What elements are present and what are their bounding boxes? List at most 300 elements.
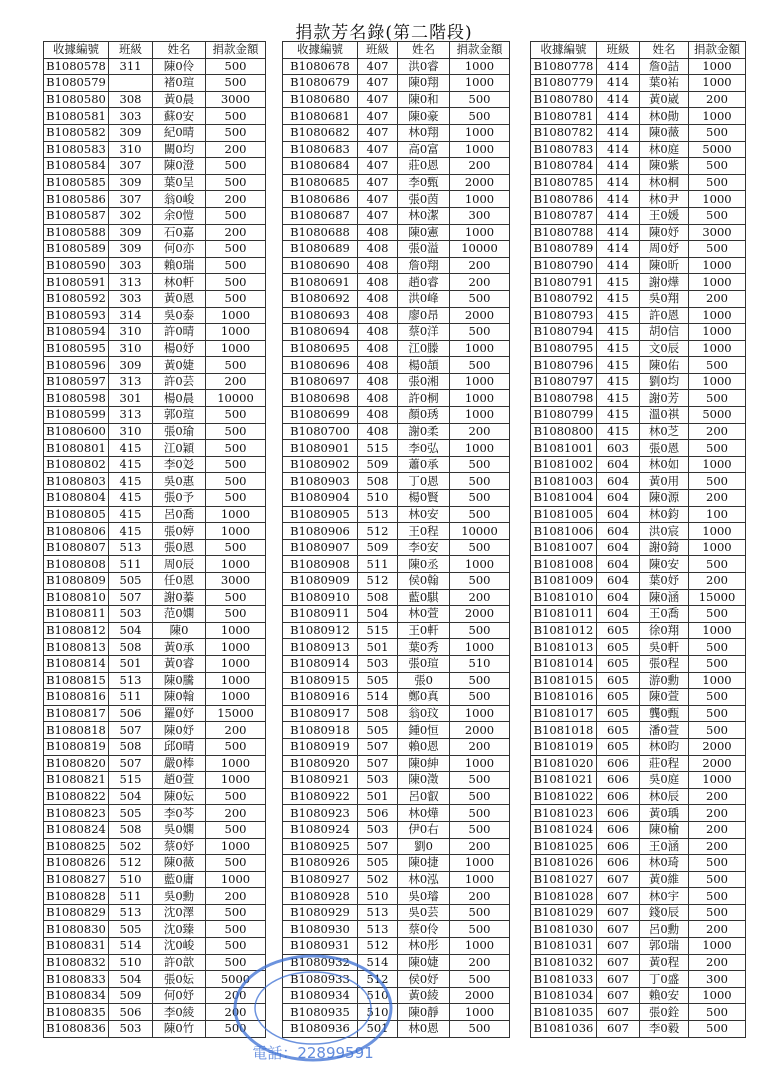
- class-cell: 503: [358, 772, 398, 789]
- amount-cell: 1000: [450, 390, 510, 407]
- name-cell: 陳0竹: [153, 1021, 206, 1038]
- amount-cell: 1000: [689, 257, 746, 274]
- amount-cell: 1000: [450, 373, 510, 390]
- receipt-no-cell: B1080692: [283, 290, 358, 307]
- class-cell: 514: [358, 689, 398, 706]
- name-cell: 沈0臻: [153, 921, 206, 938]
- name-cell: 羅0妤: [153, 705, 206, 722]
- table-row: [531, 573, 746, 590]
- name-cell: 嚴0棒: [153, 755, 206, 772]
- table-row: [44, 589, 266, 606]
- amount-cell: 1000: [689, 324, 746, 341]
- table-row: [531, 904, 746, 921]
- amount-cell: 500: [689, 473, 746, 490]
- table-row: [44, 224, 266, 241]
- receipt-no-cell: B1080788: [531, 224, 597, 241]
- class-cell: 505: [358, 855, 398, 872]
- table-row: [531, 772, 746, 789]
- class-cell: 605: [597, 655, 640, 672]
- table-row: [283, 639, 510, 656]
- header-class: 班級: [109, 42, 153, 59]
- table-row: [283, 191, 510, 208]
- table-row: [283, 124, 510, 141]
- receipt-no-cell: B1080698: [283, 390, 358, 407]
- name-cell: 丁0盛: [640, 971, 689, 988]
- class-cell: 414: [597, 141, 640, 158]
- amount-cell: 1000: [206, 307, 266, 324]
- name-cell: 郭0瑞: [640, 938, 689, 955]
- class-cell: 414: [597, 174, 640, 191]
- amount-cell: 500: [689, 207, 746, 224]
- receipt-no-cell: B1080805: [44, 506, 109, 523]
- amount-cell: 300: [689, 971, 746, 988]
- class-cell: 605: [597, 689, 640, 706]
- table-row: [283, 257, 510, 274]
- name-cell: 趙0萱: [153, 772, 206, 789]
- class-cell: 502: [358, 871, 398, 888]
- table-row: [283, 224, 510, 241]
- table-row: [283, 689, 510, 706]
- amount-cell: 200: [206, 805, 266, 822]
- receipt-no-cell: B1080599: [44, 407, 109, 424]
- amount-cell: 200: [206, 888, 266, 905]
- table-row: [44, 788, 266, 805]
- amount-cell: 1000: [206, 871, 266, 888]
- receipt-no-cell: B1080914: [283, 655, 358, 672]
- table-row: [531, 987, 746, 1004]
- name-cell: 顏0琇: [398, 407, 450, 424]
- table-row: [44, 357, 266, 374]
- class-cell: 408: [358, 241, 398, 258]
- table-row: [283, 805, 510, 822]
- amount-cell: 1000: [450, 191, 510, 208]
- table-row: [283, 888, 510, 905]
- class-cell: 606: [597, 788, 640, 805]
- amount-cell: 500: [206, 938, 266, 955]
- amount-cell: 1000: [206, 639, 266, 656]
- amount-cell: 3000: [689, 224, 746, 241]
- class-cell: 510: [358, 987, 398, 1004]
- class-cell: 508: [109, 821, 153, 838]
- receipt-no-cell: B1080831: [44, 938, 109, 955]
- table-row: [44, 75, 266, 92]
- receipt-no-cell: B1080688: [283, 224, 358, 241]
- class-cell: 507: [109, 589, 153, 606]
- receipt-no-cell: B1080809: [44, 573, 109, 590]
- class-cell: 505: [358, 722, 398, 739]
- class-cell: 512: [358, 573, 398, 590]
- name-cell: 郭0瑄: [153, 407, 206, 424]
- class-cell: 508: [109, 639, 153, 656]
- receipt-no-cell: B1080810: [44, 589, 109, 606]
- receipt-no-cell: B1081035: [531, 1004, 597, 1021]
- receipt-no-cell: B1080683: [283, 141, 358, 158]
- table-row: [283, 772, 510, 789]
- receipt-no-cell: B1080781: [531, 108, 597, 125]
- class-cell: 503: [358, 821, 398, 838]
- name-cell: 黃0晨: [153, 91, 206, 108]
- class-cell: 407: [358, 141, 398, 158]
- class-cell: 510: [358, 490, 398, 507]
- amount-cell: 500: [450, 622, 510, 639]
- table-row: [283, 855, 510, 872]
- name-cell: 陳0薇: [640, 124, 689, 141]
- receipt-no-cell: B1080823: [44, 805, 109, 822]
- name-cell: 黃0程: [640, 954, 689, 971]
- receipt-no-cell: B1080906: [283, 523, 358, 540]
- receipt-no-cell: B1080834: [44, 987, 109, 1004]
- receipt-no-cell: B1080579: [44, 75, 109, 92]
- table-row: [531, 456, 746, 473]
- amount-cell: 2000: [450, 722, 510, 739]
- amount-cell: 15000: [206, 705, 266, 722]
- amount-cell: 1000: [689, 274, 746, 291]
- name-cell: 蔡0伶: [398, 921, 450, 938]
- table-row: [531, 888, 746, 905]
- name-cell: 錢0辰: [640, 904, 689, 921]
- name-cell: 黃0承: [153, 639, 206, 656]
- class-cell: 415: [597, 274, 640, 291]
- class-cell: 513: [358, 506, 398, 523]
- receipt-no-cell: B1080909: [283, 573, 358, 590]
- class-cell: 408: [358, 390, 398, 407]
- amount-cell: 1000: [450, 755, 510, 772]
- receipt-no-cell: B1080693: [283, 307, 358, 324]
- name-cell: 林0昀: [640, 738, 689, 755]
- class-cell: 512: [358, 938, 398, 955]
- class-cell: 414: [597, 207, 640, 224]
- receipt-no-cell: B1080795: [531, 340, 597, 357]
- class-cell: 604: [597, 506, 640, 523]
- amount-cell: 500: [689, 174, 746, 191]
- table-row: [44, 556, 266, 573]
- receipt-no-cell: B1080918: [283, 722, 358, 739]
- name-cell: 陳0妤: [153, 722, 206, 739]
- name-cell: 洪0睿: [398, 58, 450, 75]
- receipt-no-cell: B1080597: [44, 373, 109, 390]
- amount-cell: 200: [689, 921, 746, 938]
- class-cell: 501: [358, 639, 398, 656]
- amount-cell: 5000: [689, 407, 746, 424]
- receipt-no-cell: B1080910: [283, 589, 358, 606]
- amount-cell: 510: [450, 655, 510, 672]
- receipt-no-cell: B1080580: [44, 91, 109, 108]
- receipt-no-cell: B1080782: [531, 124, 597, 141]
- receipt-no-cell: B1081029: [531, 904, 597, 921]
- receipt-no-cell: B1080681: [283, 108, 358, 125]
- class-cell: 507: [358, 755, 398, 772]
- table-row: [44, 290, 266, 307]
- table-row: [44, 506, 266, 523]
- table-row: [283, 456, 510, 473]
- receipt-no-cell: B1080592: [44, 290, 109, 307]
- amount-cell: 200: [206, 1004, 266, 1021]
- class-cell: 408: [358, 423, 398, 440]
- table-row: [44, 821, 266, 838]
- name-cell: 陳0騰: [153, 672, 206, 689]
- table-row: [44, 158, 266, 175]
- class-cell: 408: [358, 340, 398, 357]
- name-cell: 翁0峻: [153, 191, 206, 208]
- amount-cell: 500: [206, 921, 266, 938]
- class-cell: 414: [597, 124, 640, 141]
- name-cell: 王0涵: [640, 838, 689, 855]
- class-cell: 604: [597, 523, 640, 540]
- receipt-no-cell: B1081002: [531, 456, 597, 473]
- table-row: [283, 606, 510, 623]
- name-cell: 林0勛: [640, 108, 689, 125]
- table-row: [283, 523, 510, 540]
- receipt-no-cell: B1080582: [44, 124, 109, 141]
- table-row: [44, 340, 266, 357]
- class-cell: 309: [109, 241, 153, 258]
- receipt-no-cell: B1080798: [531, 390, 597, 407]
- amount-cell: 1000: [689, 772, 746, 789]
- class-cell: 415: [597, 357, 640, 374]
- header-class: 班級: [358, 42, 398, 59]
- table-row: [44, 423, 266, 440]
- amount-cell: 1000: [450, 141, 510, 158]
- table-row: [283, 290, 510, 307]
- donor-table-middle: [282, 41, 510, 1038]
- class-cell: 408: [358, 257, 398, 274]
- table-row: [531, 788, 746, 805]
- name-cell: 林0宇: [640, 888, 689, 905]
- receipt-no-cell: B1080828: [44, 888, 109, 905]
- name-cell: 王0喬: [640, 606, 689, 623]
- table-row: [44, 440, 266, 457]
- receipt-no-cell: B1080926: [283, 855, 358, 872]
- class-cell: 607: [597, 921, 640, 938]
- receipt-no-cell: B1080790: [531, 257, 597, 274]
- name-cell: 任0恩: [153, 573, 206, 590]
- class-cell: 415: [597, 290, 640, 307]
- amount-cell: 1000: [450, 75, 510, 92]
- receipt-no-cell: B1081030: [531, 921, 597, 938]
- name-cell: 謝0燁: [640, 274, 689, 291]
- amount-cell: 500: [450, 805, 510, 822]
- table-row: [283, 158, 510, 175]
- receipt-no-cell: B1081004: [531, 490, 597, 507]
- amount-cell: 500: [206, 290, 266, 307]
- name-cell: 陳0紳: [398, 755, 450, 772]
- amount-cell: 200: [206, 373, 266, 390]
- class-cell: 607: [597, 987, 640, 1004]
- header-amount: 捐款金額: [689, 42, 746, 59]
- amount-cell: 200: [689, 490, 746, 507]
- amount-cell: 500: [206, 423, 266, 440]
- class-cell: 415: [597, 340, 640, 357]
- table-row: [531, 241, 746, 258]
- table-row: [531, 124, 746, 141]
- table-row: [531, 290, 746, 307]
- class-cell: 607: [597, 1004, 640, 1021]
- receipt-no-cell: B1080583: [44, 141, 109, 158]
- class-cell: 510: [109, 871, 153, 888]
- name-cell: 許0桐: [398, 390, 450, 407]
- class-cell: 505: [358, 672, 398, 689]
- name-cell: 李0甄: [398, 174, 450, 191]
- receipt-no-cell: B1081015: [531, 672, 597, 689]
- table-row: [531, 490, 746, 507]
- amount-cell: 500: [450, 821, 510, 838]
- table-row: [283, 340, 510, 357]
- class-cell: 414: [597, 241, 640, 258]
- amount-cell: 5000: [206, 971, 266, 988]
- amount-cell: 1000: [206, 755, 266, 772]
- class-cell: 513: [109, 672, 153, 689]
- table-row: [531, 390, 746, 407]
- amount-cell: 200: [450, 888, 510, 905]
- class-cell: 310: [109, 340, 153, 357]
- amount-cell: 500: [450, 772, 510, 789]
- class-cell: 414: [597, 191, 640, 208]
- amount-cell: 200: [689, 788, 746, 805]
- amount-cell: 500: [206, 904, 266, 921]
- amount-cell: 1000: [450, 556, 510, 573]
- class-cell: 415: [109, 523, 153, 540]
- receipt-no-cell: B1080818: [44, 722, 109, 739]
- amount-cell: 3000: [206, 91, 266, 108]
- receipt-no-cell: B1080903: [283, 473, 358, 490]
- name-cell: 陳0伶: [153, 58, 206, 75]
- table-row: [531, 689, 746, 706]
- name-cell: 楊0晨: [153, 390, 206, 407]
- receipt-no-cell: B1080586: [44, 191, 109, 208]
- table-row: [283, 324, 510, 341]
- amount-cell: 1000: [689, 191, 746, 208]
- class-cell: 414: [597, 58, 640, 75]
- receipt-no-cell: B1081022: [531, 788, 597, 805]
- amount-cell: 500: [689, 1021, 746, 1038]
- table-row: [531, 672, 746, 689]
- amount-cell: 1000: [450, 58, 510, 75]
- stamp-phone: 電話：22899591: [252, 1044, 374, 1062]
- class-cell: 509: [109, 987, 153, 1004]
- class-cell: 607: [597, 904, 640, 921]
- name-cell: 藍0庸: [153, 871, 206, 888]
- amount-cell: 1000: [689, 75, 746, 92]
- class-cell: 505: [109, 573, 153, 590]
- table-row: [44, 838, 266, 855]
- table-row: [44, 141, 266, 158]
- table-row: [531, 373, 746, 390]
- amount-cell: 500: [206, 473, 266, 490]
- name-cell: 張0溢: [398, 241, 450, 258]
- receipt-no-cell: B1080814: [44, 655, 109, 672]
- name-cell: 黃0恩: [153, 290, 206, 307]
- amount-cell: 500: [689, 689, 746, 706]
- name-cell: 詹0詰: [640, 58, 689, 75]
- table-row: [531, 622, 746, 639]
- name-cell: 謝0柔: [398, 423, 450, 440]
- table-row: [531, 257, 746, 274]
- table-row: [283, 871, 510, 888]
- table-row: [283, 174, 510, 191]
- class-cell: 510: [358, 1004, 398, 1021]
- name-cell: 許0晴: [153, 324, 206, 341]
- class-cell: 415: [597, 324, 640, 341]
- name-cell: 陳0: [153, 622, 206, 639]
- amount-cell: 500: [689, 722, 746, 739]
- receipt-no-cell: B1080584: [44, 158, 109, 175]
- name-cell: 詹0翔: [398, 257, 450, 274]
- receipt-no-cell: B1080836: [44, 1021, 109, 1038]
- amount-cell: 200: [450, 423, 510, 440]
- amount-cell: 1000: [689, 108, 746, 125]
- class-cell: 408: [358, 224, 398, 241]
- amount-cell: 200: [689, 91, 746, 108]
- class-cell: 414: [597, 257, 640, 274]
- table-row: [531, 440, 746, 457]
- amount-cell: 500: [206, 1021, 266, 1038]
- amount-cell: 500: [689, 556, 746, 573]
- receipt-no-cell: B1080824: [44, 821, 109, 838]
- table-row: [44, 91, 266, 108]
- name-cell: 李0彣: [153, 456, 206, 473]
- name-cell: 張0恩: [153, 539, 206, 556]
- name-cell: 陳0源: [640, 490, 689, 507]
- name-cell: 伊0右: [398, 821, 450, 838]
- class-cell: 508: [358, 473, 398, 490]
- receipt-no-cell: B1080921: [283, 772, 358, 789]
- receipt-no-cell: B1080826: [44, 855, 109, 872]
- class-cell: 408: [358, 373, 398, 390]
- name-cell: 林0尹: [640, 191, 689, 208]
- class-cell: 503: [109, 1021, 153, 1038]
- name-cell: 張0程: [640, 655, 689, 672]
- page-title: 捐款芳名錄(第二階段): [295, 23, 473, 43]
- name-cell: 林0恩: [398, 1021, 450, 1038]
- amount-cell: 1000: [689, 938, 746, 955]
- table-row: [531, 938, 746, 955]
- class-cell: 408: [358, 357, 398, 374]
- class-cell: 415: [109, 440, 153, 457]
- receipt-no-cell: B1080786: [531, 191, 597, 208]
- table-row: [531, 971, 746, 988]
- header-amount: 捐款金額: [450, 42, 510, 59]
- class-cell: 604: [597, 456, 640, 473]
- amount-cell: 500: [206, 124, 266, 141]
- receipt-no-cell: B1080587: [44, 207, 109, 224]
- name-cell: 林0鈞: [640, 506, 689, 523]
- receipt-no-cell: B1080912: [283, 622, 358, 639]
- class-cell: 606: [597, 855, 640, 872]
- name-cell: 黃0綾: [398, 987, 450, 1004]
- table-row: [283, 274, 510, 291]
- class-cell: 414: [597, 108, 640, 125]
- table-row: [44, 191, 266, 208]
- class-cell: 407: [358, 75, 398, 92]
- class-cell: 606: [597, 772, 640, 789]
- receipt-no-cell: B1080803: [44, 473, 109, 490]
- receipt-no-cell: B1080696: [283, 357, 358, 374]
- amount-cell: 500: [450, 689, 510, 706]
- name-cell: 楊0頡: [398, 357, 450, 374]
- receipt-no-cell: B1080806: [44, 523, 109, 540]
- name-cell: 陳0妘: [153, 788, 206, 805]
- table-row: [283, 91, 510, 108]
- table-row: [531, 589, 746, 606]
- name-cell: 黃0睿: [153, 655, 206, 672]
- amount-cell: 2000: [689, 755, 746, 772]
- table-row: [283, 473, 510, 490]
- amount-cell: 2000: [450, 174, 510, 191]
- class-cell: 407: [358, 158, 398, 175]
- class-cell: 508: [109, 738, 153, 755]
- name-cell: 林0芝: [640, 423, 689, 440]
- class-cell: 512: [109, 855, 153, 872]
